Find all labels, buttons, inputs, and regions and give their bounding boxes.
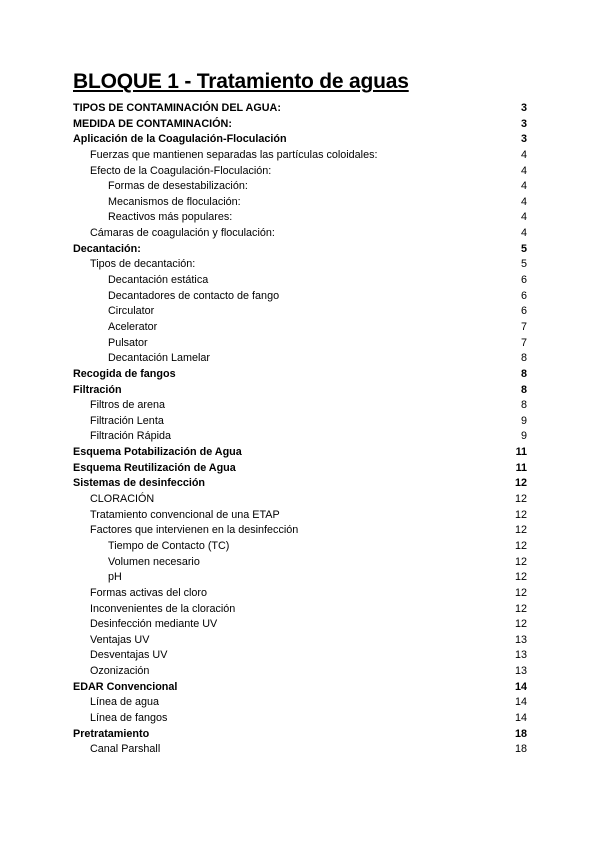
toc-entry-label: Tiempo de Contacto (TC) [108,539,230,552]
toc-entry[interactable] [73,367,527,383]
toc-entry-page-number: 4 [520,211,527,224]
toc-entry[interactable] [73,398,527,414]
toc-entry[interactable] [73,226,527,242]
toc-entry-label: Circulator [108,305,155,318]
toc-entry-page-number: 5 [520,242,527,255]
toc-entry-label: Volumen necesario [108,555,200,568]
toc-entry-page-number: 12 [514,618,527,631]
toc-entry-page-number: 12 [514,493,527,506]
toc-entry-label: Decantación estática [108,274,209,287]
toc-entry-page-number: 12 [514,539,527,552]
toc-entry-page-number: 12 [514,586,527,599]
toc-entry[interactable] [73,695,527,711]
toc-entry[interactable] [73,257,527,273]
toc-entry[interactable] [73,132,527,148]
toc-entry[interactable] [73,351,527,367]
toc-entry-label: Fuerzas que mantienen separadas las partículas coloidales: [90,148,378,161]
toc-entry-label: Línea de fangos [90,711,168,724]
toc-entry[interactable] [73,508,527,524]
toc-entry-label: Ventajas UV [90,633,150,646]
toc-entry-page-number: 18 [514,727,527,740]
toc-entry-page-number: 14 [514,696,527,709]
toc-entry-label: Sistemas de desinfección [73,477,206,490]
toc-entry-label: Aplicación de la Coagulación-Floculación [73,133,287,146]
toc-entry-page-number: 5 [520,258,527,271]
toc-entry-page-number: 12 [514,477,527,490]
toc-entry[interactable] [73,289,527,305]
toc-entry-label: Formas de desestabilización: [108,180,248,193]
toc-entry-page-number: 4 [520,148,527,161]
toc-entry-page-number: 7 [520,336,527,349]
toc-entry-page-number: 13 [514,665,527,678]
toc-entry[interactable] [73,242,527,258]
toc-entry-page-number: 12 [514,508,527,521]
toc-entry-label: Pretratamiento [73,727,150,740]
toc-entry[interactable] [73,273,527,289]
toc-entry[interactable] [73,476,527,492]
toc-entry-label: Decantación Lamelar [108,352,211,365]
toc-entry-label: Reactivos más populares: [108,211,233,224]
toc-entry-page-number: 8 [520,352,527,365]
toc-entry-label: Desinfección mediante UV [90,618,218,631]
toc-entry[interactable] [73,117,527,133]
toc-entry-page-number: 6 [520,305,527,318]
toc-entry-page-number: 9 [520,430,527,443]
toc-entry-label: Esquema Potabilización de Agua [73,446,242,459]
toc-entry[interactable] [73,492,527,508]
toc-entry[interactable] [73,633,527,649]
toc-entry-label: Recogida de fangos [73,367,176,380]
toc-entry-label: Desventajas UV [90,649,168,662]
toc-entry-label: Formas activas del cloro [90,586,208,599]
toc-entry-page-number: 18 [514,743,527,756]
toc-entry-page-number: 8 [520,367,527,380]
toc-entry[interactable] [73,680,527,696]
toc-entry-page-number: 4 [520,180,527,193]
toc-entry-label: Decantación: [73,242,141,255]
toc-entry-page-number: 7 [520,320,527,333]
table-of-contents [73,101,527,758]
toc-entry-label: Filtros de arena [90,399,166,412]
toc-entry-label: EDAR Convencional [73,680,178,693]
toc-entry[interactable] [73,148,527,164]
toc-entry-page-number: 11 [515,446,527,459]
toc-entry[interactable] [73,570,527,586]
toc-entry-label: CLORACIÓN [90,493,155,506]
toc-entry[interactable] [73,539,527,555]
toc-entry-label: Filtración Rápida [90,430,172,443]
toc-entry-label: Canal Parshall [90,743,161,756]
toc-entry-label: MEDIDA DE CONTAMINACIÓN: [73,117,232,130]
toc-entry-label: TIPOS DE CONTAMINACIÓN DEL AGUA: [73,102,281,114]
toc-entry-page-number: 13 [514,633,527,646]
toc-entry[interactable] [73,304,527,320]
toc-entry[interactable] [73,602,527,618]
toc-entry[interactable] [73,414,527,430]
document-title: BLOQUE 1 - Tratamiento de aguas [73,70,409,93]
toc-entry-label: Filtración [73,383,122,396]
toc-entry-page-number: 12 [514,524,527,537]
toc-entry-label: Tratamiento convencional de una ETAP [90,508,280,521]
toc-entry[interactable] [73,336,527,352]
toc-entry-page-number: 8 [520,383,527,396]
toc-entry[interactable] [73,664,527,680]
toc-entry-label: Ozonización [90,665,150,678]
toc-entry-page-number: 6 [520,274,527,287]
toc-entry[interactable] [73,101,527,117]
toc-entry-page-number: 3 [520,133,527,146]
toc-entry[interactable] [73,461,527,477]
toc-entry-label: Acelerator [108,320,158,333]
toc-entry[interactable] [73,523,527,539]
toc-entry[interactable] [73,617,527,633]
toc-entry[interactable] [73,195,527,211]
toc-entry-page-number: 3 [520,117,527,130]
toc-entry[interactable] [73,429,527,445]
toc-entry-page-number: 9 [520,414,527,427]
toc-entry-page-number: 12 [514,555,527,568]
toc-entry[interactable] [73,179,527,195]
toc-entry-label: pH [108,571,122,584]
toc-entry-page-number: 12 [514,602,527,615]
toc-entry-label: Efecto de la Coagulación-Floculación: [90,164,272,177]
toc-entry-page-number: 4 [520,164,527,177]
toc-entry[interactable] [73,320,527,336]
toc-entry-label: Mecanismos de floculación: [108,195,241,208]
toc-entry-page-number: 11 [515,461,527,474]
toc-entry[interactable] [73,742,527,758]
toc-entry-label: Esquema Reutilización de Agua [73,461,236,474]
toc-entry-page-number: 8 [520,399,527,412]
toc-entry[interactable] [73,586,527,602]
toc-entry-label: Decantadores de contacto de fango [108,289,280,302]
toc-entry[interactable] [73,648,527,664]
toc-entry-label: Pulsator [108,336,148,349]
toc-entry[interactable] [73,164,527,180]
toc-entry-page-number: 4 [520,195,527,208]
toc-entry-page-number: 6 [520,289,527,302]
toc-entry[interactable] [73,711,527,727]
toc-entry[interactable] [73,445,527,461]
toc-entry[interactable] [73,555,527,571]
toc-entry-label: Cámaras de coagulación y floculación: [90,227,275,240]
toc-entry[interactable] [73,210,527,226]
toc-entry-page-number: 14 [514,680,527,693]
toc-entry-page-number: 4 [520,227,527,240]
toc-entry-label: Factores que intervienen en la desinfección [90,524,299,537]
toc-entry-page-number: 12 [514,571,527,584]
toc-entry-label: Filtración Lenta [90,414,164,427]
toc-entry-label: Línea de agua [90,696,160,709]
toc-entry[interactable] [73,383,527,399]
toc-entry[interactable] [73,727,527,743]
toc-entry-page-number: 13 [514,649,527,662]
toc-entry-label: Tipos de decantación: [90,258,196,271]
toc-entry-page-number: 14 [514,711,527,724]
toc-entry-page-number: 3 [520,102,527,114]
toc-entry-label: Inconvenientes de la cloración [90,602,236,615]
